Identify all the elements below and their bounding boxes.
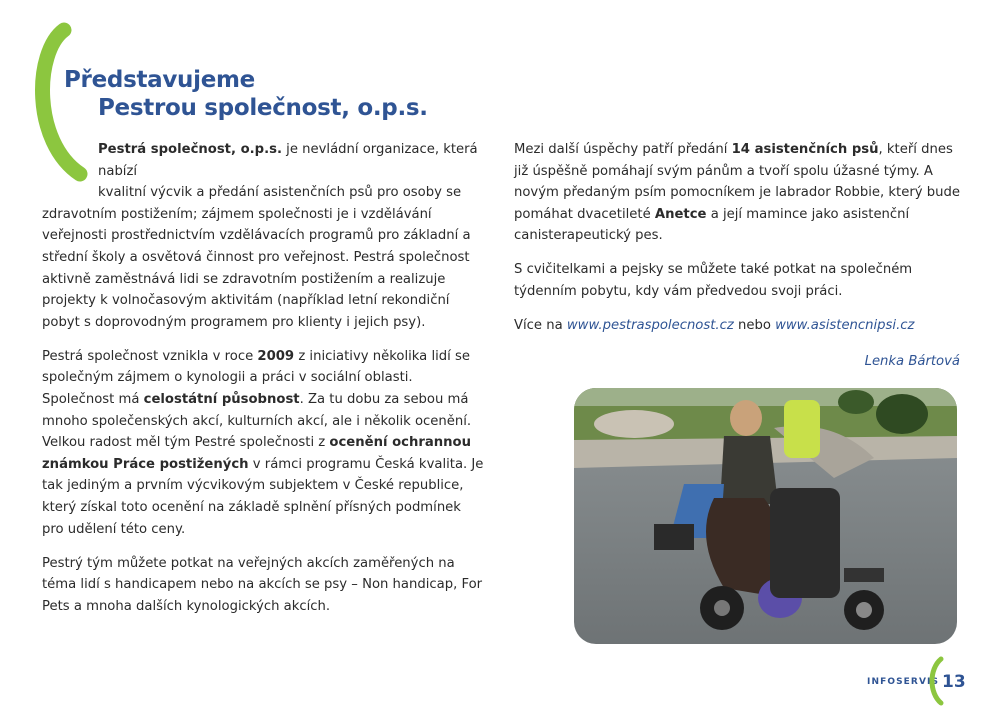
paragraph-trainers: S cvičitelkami a pejsky se můžete také potkat na společném týdenním pobytu, kdy vám předvedou svoji práci. <box>514 262 913 300</box>
left-column <box>42 139 484 630</box>
photo-girl-wheelchair-dog <box>574 388 957 644</box>
paragraph-successes: Mezi další úspěchy patří předání 14 asistenčních psů, kteří dnes již úspěšně pomáhají svým pánům a tvoří spolu úžasné týmy. A novým předaným psím pomocníkem je labrador Robbie, který bude pomáhat dvacetileté Anetce a její mamince jako asistenční canisterapeutický pes. <box>514 142 960 244</box>
page-title <box>64 66 428 122</box>
footer-infoservis: INFOSERVIS <box>867 677 940 687</box>
link-pestraspolecnost[interactable]: www.pestraspolecnost.cz <box>566 318 734 334</box>
paragraph-links: Více na www.pestraspolecnost.cz nebo www.asistencnipsi.cz <box>514 318 915 334</box>
right-column <box>514 139 960 372</box>
paragraph-intro: Pestrá společnost, o.p.s. je nevládní organizace, která nabízí kvalitní výcvik a předání asistenčních psů pro osoby se zdravotním postižením; zájmem společnosti je i vzdělávání veřejnosti prostřednictvím vzdělávacích programů pro základní a střední školy a osvětová činnost pro veřejnost. Pestrá společnost aktivně zaměstnává lidi se zdravotním postižením a realizuje projekty k volnočasovým aktivitám (například letní rekondiční pobyt s doprovodným programem pro klienty i jejich psy). <box>42 142 478 330</box>
title-line-2: Pestrou společnost, o.p.s. <box>98 95 428 121</box>
link-asistencnipsi[interactable]: www.asistencnipsi.cz <box>775 318 915 334</box>
page-number: 13 <box>942 672 966 692</box>
author-name: Lenka Bártová <box>864 353 960 369</box>
paragraph-events: Pestrý tým můžete potkat na veřejných akcích zaměřených na téma lidí s handicapem nebo na akcích se psy – Non handicap, For Pets a mnoha dalších kynologických akcích. <box>42 555 483 614</box>
org-name-bold: Pestrá společnost, o.p.s. <box>98 142 282 157</box>
title-line-1: Představujeme <box>64 67 255 93</box>
paragraph-history: Pestrá společnost vznikla v roce 2009 z iniciativy několika lidí se společným zájmem o kynologii a práci v sociální oblasti. Společnost má celostátní působnost. Za tu dobu za sebou má mnoho společenských akcí, kulturních akcí, ale i několik ocenění. Velkou radost měl tým Pestré společnosti z ocenění ochrannou známkou Práce postižených v rámci programu Česká kvalita. Je tak jediným a prvním výcvikovým subjektem v České republice, který získal toto ocenění na základě splnění přísných podmínek pro udělení této ceny. <box>42 348 484 537</box>
